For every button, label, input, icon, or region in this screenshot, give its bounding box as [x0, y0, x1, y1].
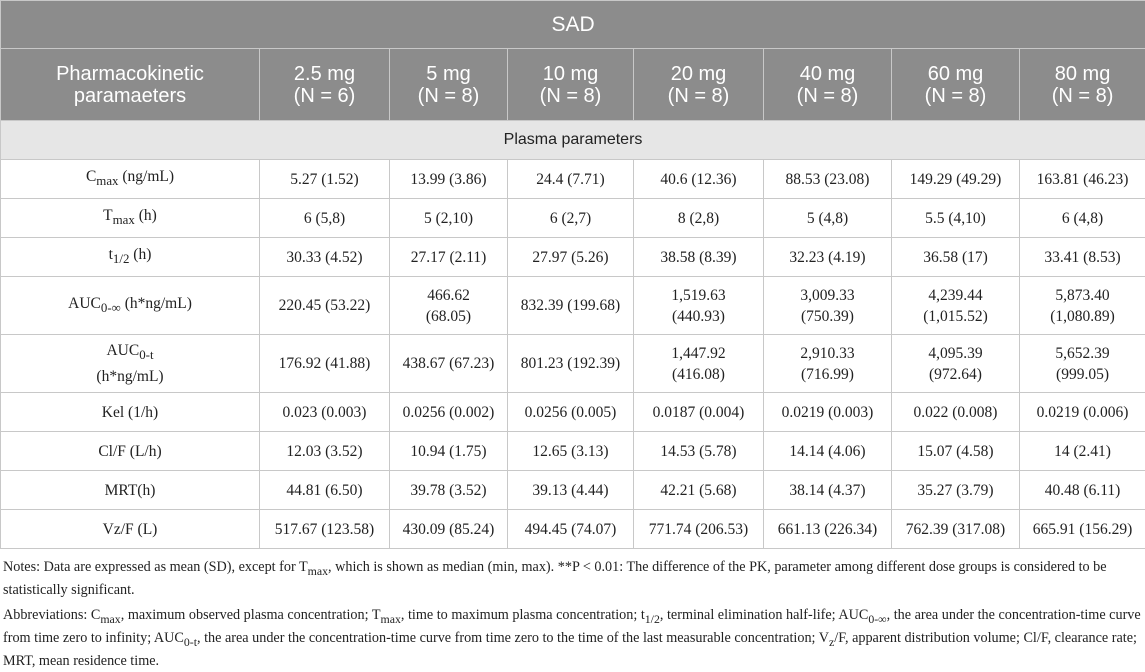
- section-row: [1, 121, 1145, 160]
- group-header-row: [1, 1, 1145, 49]
- value-cell: 27.97 (5.26): [508, 238, 634, 277]
- param-label: $C_{max}$ (ng/mL): [1, 160, 260, 199]
- dose-column-header: 80 mg (N = 8): [1020, 49, 1145, 121]
- value-cell: 14.14 (4.06): [764, 432, 892, 471]
- param-label: $t_{1/2}$ (h): [1, 238, 260, 277]
- table-row: [1, 199, 1145, 238]
- value-cell: 466.62 (68.05): [390, 277, 508, 335]
- value-cell: 6 (5,8): [260, 199, 390, 238]
- value-cell: 0.0256 (0.002): [390, 393, 508, 432]
- value-cell: 15.07 (4.58): [892, 432, 1020, 471]
- table-row: [1, 335, 1145, 393]
- value-cell: 24.4 (7.71): [508, 160, 634, 199]
- dose-column-header: 5 mg (N = 8): [390, 49, 508, 121]
- value-cell: 801.23 (192.39): [508, 335, 634, 393]
- value-cell: 517.67 (123.58): [260, 510, 390, 549]
- table-row: [1, 277, 1145, 335]
- value-cell: 33.41 (8.53): [1020, 238, 1145, 277]
- value-cell: 88.53 (23.08): [764, 160, 892, 199]
- value-cell: 771.74 (206.53): [634, 510, 764, 549]
- abbreviations-text: Abbreviations: $C_{max}$, maximum observed plasma concentration; $T_{max}$, time to maximum plasma concentration; $t_{1/2}$, terminal elimination half-life; $AUC_{0-\infty}$, the area under the concentration-time curve from time zero to infinity; $AUC_{0-t}$, the area under the concentration-time curve from time zero to the time of the last measurable concentration; $V_z/F$, apparent distribution volume; Cl/F, clearance rate; MRT, mean residence time.: [3, 606, 1141, 672]
- table-row: [1, 238, 1145, 277]
- value-cell: 13.99 (3.86): [390, 160, 508, 199]
- param-label: MRT(h): [1, 471, 260, 510]
- table-row: [1, 160, 1145, 199]
- value-cell: 762.39 (317.08): [892, 510, 1020, 549]
- param-label: $T_{max}$ (h): [1, 199, 260, 238]
- value-cell: 40.6 (12.36): [634, 160, 764, 199]
- table-row: [1, 471, 1145, 510]
- value-cell: 5,873.40 (1,080.89): [1020, 277, 1145, 335]
- value-cell: 3,009.33 (750.39): [764, 277, 892, 335]
- value-cell: 5 (4,8): [764, 199, 892, 238]
- value-cell: 494.45 (74.07): [508, 510, 634, 549]
- dose-column-header: 2.5 mg (N = 6): [260, 49, 390, 121]
- section-title: Plasma parameters: [1, 121, 1145, 160]
- value-cell: 35.27 (3.79): [892, 471, 1020, 510]
- table-row: [1, 432, 1145, 471]
- value-cell: 39.78 (3.52): [390, 471, 508, 510]
- value-cell: 149.29 (49.29): [892, 160, 1020, 199]
- param-column-header: Pharmacokinetic paramaeters: [1, 49, 260, 121]
- value-cell: 0.0219 (0.006): [1020, 393, 1145, 432]
- value-cell: 832.39 (199.68): [508, 277, 634, 335]
- value-cell: 10.94 (1.75): [390, 432, 508, 471]
- value-cell: 4,095.39 (972.64): [892, 335, 1020, 393]
- value-cell: 12.03 (3.52): [260, 432, 390, 471]
- value-cell: 0.023 (0.003): [260, 393, 390, 432]
- value-cell: 0.022 (0.008): [892, 393, 1020, 432]
- value-cell: 30.33 (4.52): [260, 238, 390, 277]
- value-cell: 5,652.39 (999.05): [1020, 335, 1145, 393]
- value-cell: 163.81 (46.23): [1020, 160, 1145, 199]
- param-label: Vz/F (L): [1, 510, 260, 549]
- dose-column-header: 10 mg (N = 8): [508, 49, 634, 121]
- param-label: $AUC_{0-t}$ (h*ng/mL): [1, 335, 260, 393]
- column-header-row: [1, 49, 1145, 121]
- value-cell: 4,239.44 (1,015.52): [892, 277, 1020, 335]
- value-cell: 38.58 (8.39): [634, 238, 764, 277]
- value-cell: 1,447.92 (416.08): [634, 335, 764, 393]
- value-cell: 14.53 (5.78): [634, 432, 764, 471]
- dose-column-header: 20 mg (N = 8): [634, 49, 764, 121]
- table-row: [1, 510, 1145, 549]
- table-notes: [3, 558, 1141, 672]
- value-cell: 220.45 (53.22): [260, 277, 390, 335]
- value-cell: 1,519.63 (440.93): [634, 277, 764, 335]
- param-label: $AUC_{0-\infty}$ (h*ng/mL): [1, 277, 260, 335]
- dose-column-header: 40 mg (N = 8): [764, 49, 892, 121]
- value-cell: 27.17 (2.11): [390, 238, 508, 277]
- value-cell: 665.91 (156.29): [1020, 510, 1145, 549]
- value-cell: 176.92 (41.88): [260, 335, 390, 393]
- value-cell: 40.48 (6.11): [1020, 471, 1145, 510]
- value-cell: 5.27 (1.52): [260, 160, 390, 199]
- value-cell: 2,910.33 (716.99): [764, 335, 892, 393]
- param-label: Cl/F (L/h): [1, 432, 260, 471]
- value-cell: 0.0219 (0.003): [764, 393, 892, 432]
- value-cell: 32.23 (4.19): [764, 238, 892, 277]
- value-cell: 0.0187 (0.004): [634, 393, 764, 432]
- group-title: SAD: [1, 1, 1145, 49]
- value-cell: 6 (2,7): [508, 199, 634, 238]
- value-cell: 6 (4,8): [1020, 199, 1145, 238]
- value-cell: 14 (2.41): [1020, 432, 1145, 471]
- value-cell: 44.81 (6.50): [260, 471, 390, 510]
- value-cell: 430.09 (85.24): [390, 510, 508, 549]
- param-label: Kel (1/h): [1, 393, 260, 432]
- table-row: [1, 393, 1145, 432]
- value-cell: 12.65 (3.13): [508, 432, 634, 471]
- dose-column-header: 60 mg (N = 8): [892, 49, 1020, 121]
- value-cell: 5 (2,10): [390, 199, 508, 238]
- value-cell: 36.58 (17): [892, 238, 1020, 277]
- value-cell: 0.0256 (0.005): [508, 393, 634, 432]
- value-cell: 661.13 (226.34): [764, 510, 892, 549]
- value-cell: 5.5 (4,10): [892, 199, 1020, 238]
- notes-text: Notes: Data are expressed as mean (SD), except for $T_{max}$, which is shown as median (min, max). **P < 0.01: The difference of the PK, parameter among different dose groups is considered to be statistically significant.: [3, 558, 1141, 601]
- value-cell: 39.13 (4.44): [508, 471, 634, 510]
- value-cell: 438.67 (67.23): [390, 335, 508, 393]
- value-cell: 42.21 (5.68): [634, 471, 764, 510]
- value-cell: 8 (2,8): [634, 199, 764, 238]
- value-cell: 38.14 (4.37): [764, 471, 892, 510]
